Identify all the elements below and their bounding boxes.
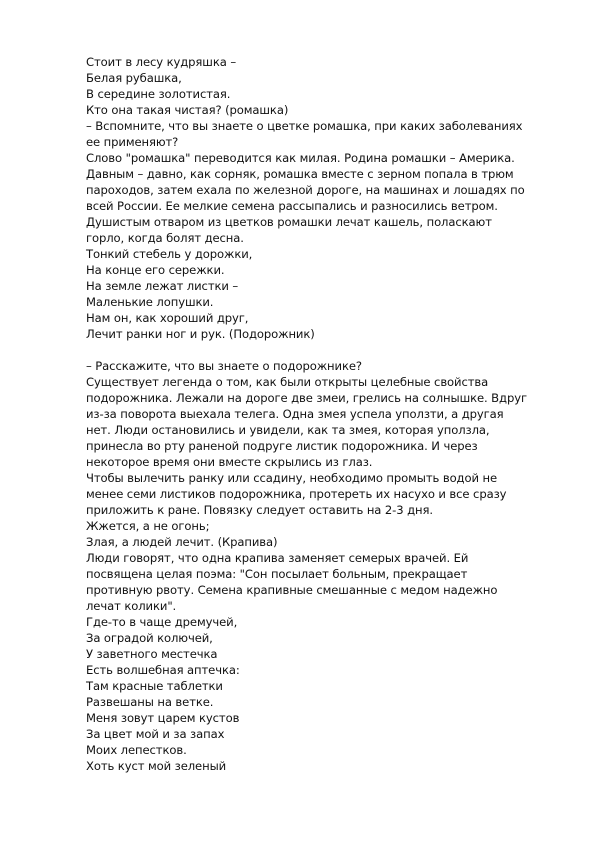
text-line: – Расскажите, что вы знаете о подорожнике? [86, 359, 362, 373]
text-line: Белая рубашка, [86, 71, 182, 85]
text-line: Душистым отваром из цветков ромашки лечат кашель, поласкают [86, 215, 492, 229]
text-line: некоторое время они вместе скрылись из глаз. [86, 455, 373, 469]
text-line: Давным – давно, как сорняк, ромашка вместе с зерном попала в трюм [86, 167, 514, 181]
text-line: подорожника. Лежали на дороге две змеи, грелись на солнышке. Вдруг [86, 391, 527, 405]
text-line: На земле лежат листки – [86, 279, 239, 293]
text-line: В середине золотистая. [86, 87, 231, 101]
text-line: пароходов, затем ехала по железной дороге, на машинах и лошадях по [86, 183, 525, 197]
blank-line [86, 342, 556, 358]
text-line: Существует легенда о том, как были открыты целебные свойства [86, 375, 489, 389]
text-line: посвящена целая поэма: "Сон посылает больным, прекращает [86, 567, 468, 581]
text-line: менее семи листиков подорожника, протереть их насухо и все сразу [86, 487, 507, 501]
text-line: За цвет мой и за запах [86, 727, 225, 741]
text-line: Моих лепестков. [86, 743, 187, 757]
text-line: Там красные таблетки [86, 679, 223, 693]
text-line: Нам он, как хороший друг, [86, 311, 249, 325]
text-line: Кто она такая чистая? (ромашка) [86, 103, 289, 117]
text-line: Люди говорят, что одна крапива заменяет семерых врачей. Ей [86, 551, 469, 565]
document-text [86, 54, 556, 774]
text-line: Стоит в лесу кудряшка – [86, 55, 237, 69]
text-line: Где-то в чаще дремучей, [86, 615, 238, 629]
text-line: лечат колики". [86, 599, 177, 613]
text-line: Развешаны на ветке. [86, 695, 214, 709]
text-line: приложить к ране. Повязку следует оставить на 2-3 дня. [86, 503, 433, 517]
text-line: Меня зовут царем кустов [86, 711, 240, 725]
text-line: Чтобы вылечить ранку или ссадину, необходимо промыть водой не [86, 471, 498, 485]
text-line: горло, когда болят десна. [86, 231, 244, 245]
text-line: Есть волшебная аптечка: [86, 663, 240, 677]
text-line: У заветного местечка [86, 647, 218, 661]
text-line: Лечит ранки ног и рук. (Подорожник) [86, 327, 315, 341]
text-line: – Вспомните, что вы знаете о цветке ромашка, при каких заболеваниях [86, 119, 523, 133]
text-line: Маленькие лопушки. [86, 295, 214, 309]
text-line: Слово "ромашка" переводится как милая. Родина ромашки – Америка. [86, 151, 515, 165]
text-line: Жжется, а не огонь; [86, 519, 210, 533]
text-line: нет. Люди остановились и увидели, как та змея, которая уползла, [86, 423, 490, 437]
text-line: ее применяют? [86, 135, 179, 149]
text-line: Хоть куст мой зеленый [86, 759, 227, 773]
text-line: всей России. Ее мелкие семена рассыпались и разносились ветром. [86, 199, 498, 213]
text-line: Злая, а людей лечит. (Крапива) [86, 535, 278, 549]
text-line: На конце его сережки. [86, 263, 225, 277]
text-line: из-за поворота выехала телега. Одна змея успела уползти, а другая [86, 407, 504, 421]
text-line: противную рвоту. Семена крапивные смешанные с медом надежно [86, 583, 498, 597]
text-line: принесла во рту раненой подруге листик подорожника. И через [86, 439, 478, 453]
text-line: За оградой колючей, [86, 631, 213, 645]
text-line: Тонкий стебель у дорожки, [86, 247, 253, 261]
